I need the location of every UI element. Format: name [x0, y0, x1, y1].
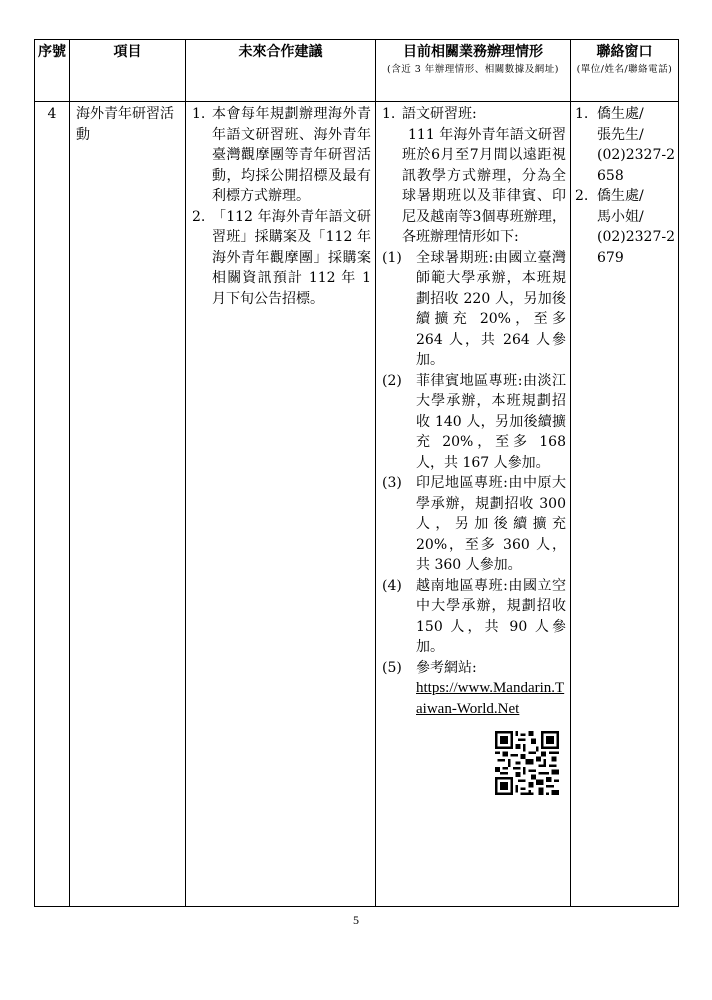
suggestion-item: 1. 本會每年規劃辦理海外青年語文研習班、海外青年臺灣觀摩團等青年研習活動，均採公開招標及最有利標方式辦理。	[192, 106, 371, 204]
table-row	[35, 102, 679, 907]
header-contact-note: (單位/姓名/聯絡電話)	[576, 64, 673, 75]
header-status	[376, 40, 571, 102]
status-title: 語文研習班:	[402, 106, 477, 122]
row-status	[376, 102, 571, 907]
header-status-title: 目前相關業務辦理情形	[403, 44, 543, 60]
status-item: (2) 菲律賓地區專班:由淡江大學承辦，本班規劃招收 140 人，另加後續擴充 20%，至多 168 人，共 167 人參加。	[382, 372, 566, 471]
reference-label: 參考網站:	[416, 659, 477, 676]
table-header-row	[35, 40, 679, 102]
contact-unit: 僑生處/	[597, 188, 644, 204]
suggestion-item: 2. 「112 年海外青年語文研習班」採購案及「112 年海外青年觀摩團」採購案相關資訊預計 112 年 1 月下旬公告招標。	[192, 208, 371, 307]
contact-name: 張先生/	[597, 126, 644, 143]
header-item: 項目	[70, 40, 186, 102]
contact-item: 1. 僑生處/ 張先生/ (02)2327-2658	[575, 104, 676, 186]
status-intro: 111 年海外青年語文研習班於6月至7月間以遠距視訊教學方式辦理，分為全球暑期班以及菲律賓、印尼及越南等3個專班辦理，各班辦理情形如下:	[402, 126, 566, 245]
status-item: (3) 印尼地區專班:由中原大學承辦，規劃招收 300 人，另加後續擴充 20%，至多 360 人，共 360 人參加。	[382, 475, 566, 573]
row-seq: 4	[35, 102, 70, 907]
header-contact-title: 聯絡窗口	[596, 44, 653, 60]
row-suggestions	[186, 102, 376, 907]
row-item: 海外青年研習活動	[70, 102, 186, 907]
status-reference: (5) 參考網站: https://www.Mandarin.Taiwan-World.Net	[382, 658, 566, 720]
cooperation-table	[34, 39, 679, 907]
row-contacts	[571, 102, 679, 907]
status-section: 1. 語文研習班: 111 年海外青年語文研習班於6月至7月間以遠距視訊教學方式辦理，分為全球暑期班以及菲律賓、印尼及越南等3個專班辦理，各班辦理情形如下:	[382, 104, 566, 248]
status-item: (1) 全球暑期班:由國立臺灣師範大學承辦，本班規劃招收 220 人，另加後續擴充 20%，至多 264 人，共 264 人參加。	[382, 249, 566, 368]
page-number: 5	[353, 913, 359, 927]
status-item: (4) 越南地區專班:由國立空中大學承辦，規劃招收 150 人，共 90 人參加。	[382, 577, 566, 655]
contact-item: 2. 僑生處/ 馬小姐/ (02)2327-2679	[575, 186, 676, 268]
header-contact	[571, 40, 679, 102]
header-status-note: (含近 3 年辦理情形、相關數據及網址)	[387, 64, 559, 75]
reference-link[interactable]: https://www.Mandarin.Taiwan-World.Net	[416, 680, 565, 717]
header-suggestion: 未來合作建議	[186, 40, 376, 102]
contact-phone: (02)2327-2679	[597, 229, 676, 266]
header-seq: 序號	[35, 40, 70, 102]
contact-unit: 僑生處/	[597, 106, 644, 122]
contact-phone: (02)2327-2658	[597, 147, 676, 184]
qr-code-icon	[495, 731, 559, 795]
contact-name: 馬小姐/	[597, 208, 644, 225]
